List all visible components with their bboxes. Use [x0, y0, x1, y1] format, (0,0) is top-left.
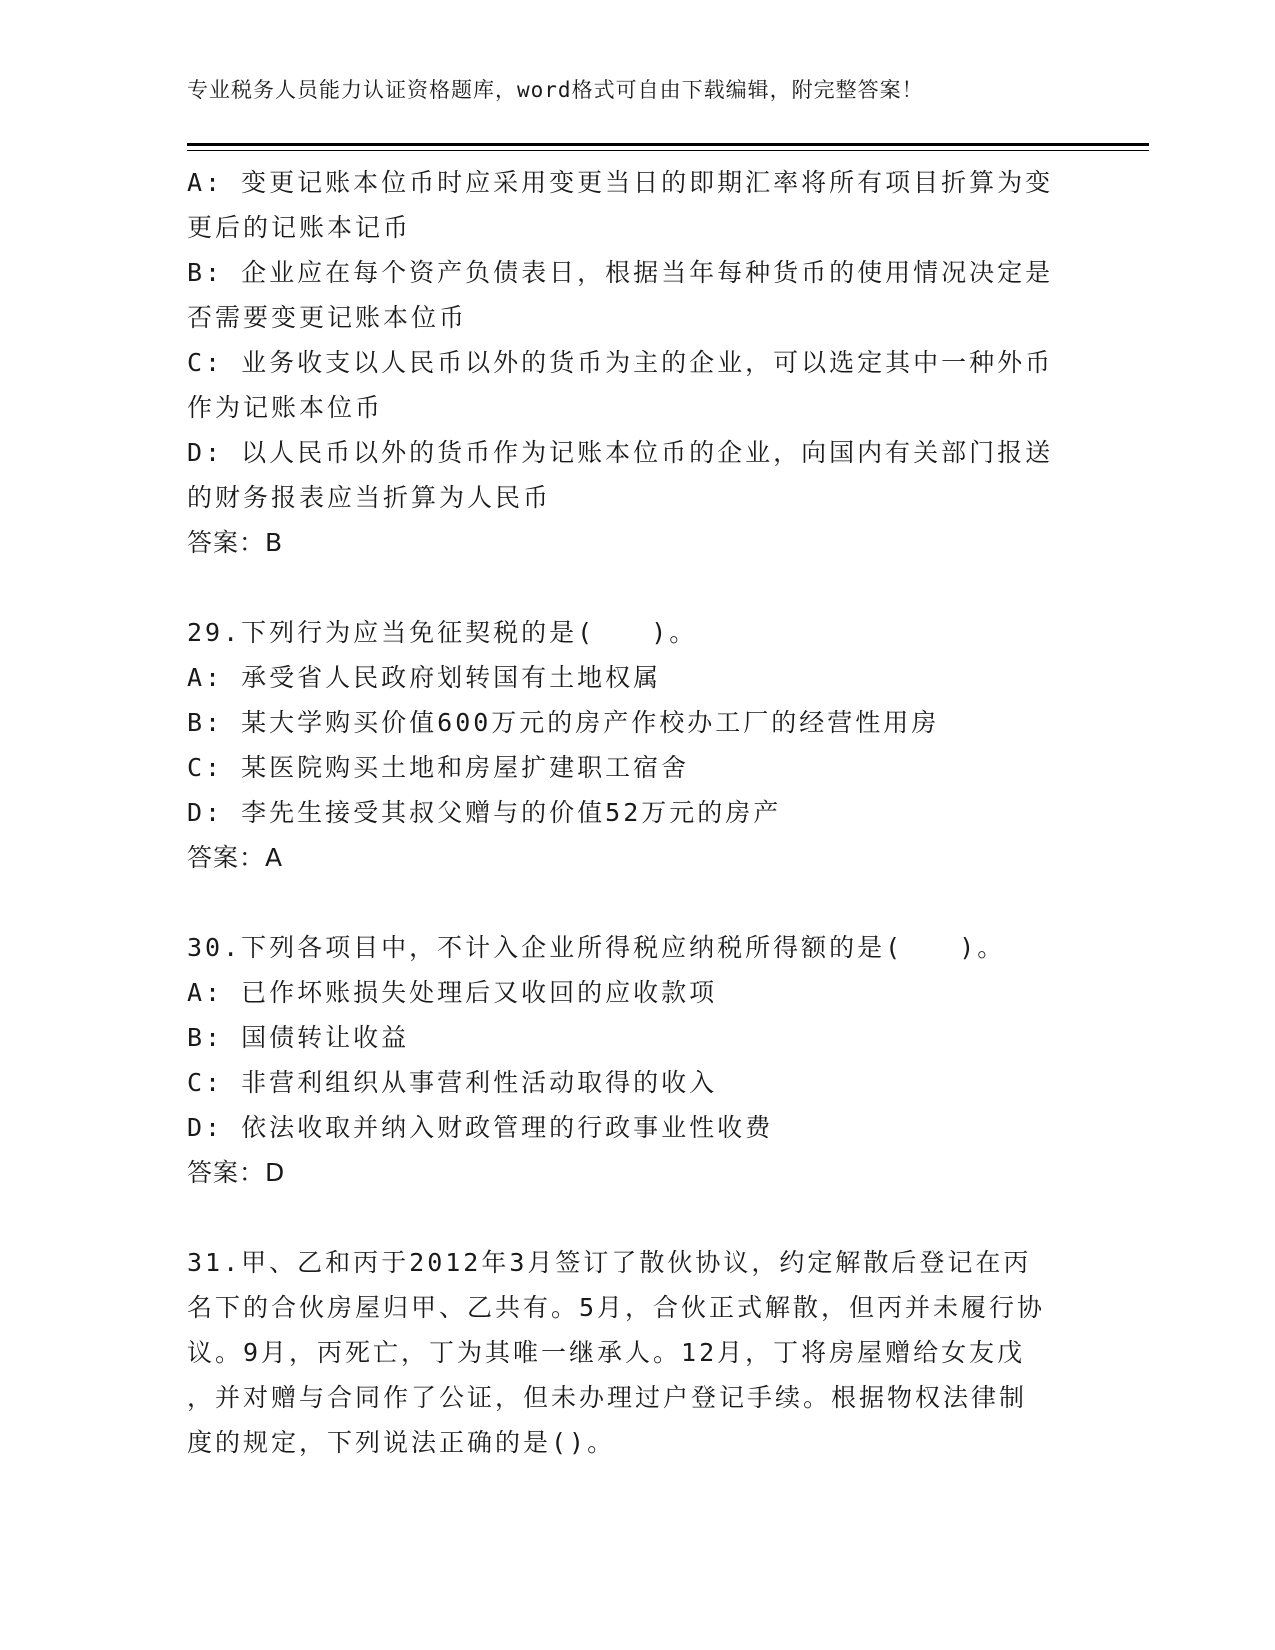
question-31: [187, 1240, 1087, 1465]
question-29: [187, 610, 1087, 880]
answer: 答案：B: [187, 528, 284, 557]
question-stem: 30.下列各项目中，不计入企业所得税应纳税所得额的是( )。: [187, 933, 1006, 962]
option-c-line-1: C: 业务收支以人民币以外的货币为主的企业，可以选定其中一种外币: [187, 348, 1054, 377]
question-30: [187, 925, 1087, 1195]
answer: 答案：A: [187, 843, 284, 872]
option-a: A: 承受省人民政府划转国有土地权属: [187, 663, 662, 692]
spacer: [187, 880, 1087, 925]
question-stem-line-3: 议。9月，丙死亡，丁为其唯一继承人。12月，丁将房屋赠给女友戊: [187, 1338, 1026, 1367]
question-stem-line-5: 度的规定，下列说法正确的是()。: [187, 1428, 616, 1457]
page-header: 专业税务人员能力认证资格题库，word格式可自由下载编辑，附完整答案！: [187, 78, 924, 102]
option-c-line-2: 作为记账本位币: [187, 393, 384, 422]
question-stem-line-4: ，并对赠与合同作了公证，但未办理过户登记手续。根据物权法律制: [187, 1383, 1028, 1412]
option-a-line-2: 更后的记账本记币: [187, 213, 412, 242]
option-c: C: 非营利组织从事营利性活动取得的收入: [187, 1068, 718, 1097]
option-c: C: 某医院购买土地和房屋扩建职工宿舍: [187, 753, 690, 782]
option-b-line-1: B: 企业应在每个资产负债表日，根据当年每种货币的使用情况决定是: [187, 258, 1054, 287]
document-body: [187, 160, 1087, 1465]
option-d: D: 李先生接受其叔父赠与的价值52万元的房产: [187, 798, 782, 827]
option-d: D: 依法收取并纳入财政管理的行政事业性收费: [187, 1113, 774, 1142]
answer: 答案：D: [187, 1158, 286, 1187]
previous-question: [187, 160, 1087, 565]
question-stem-line-2: 名下的合伙房屋归甲、乙共有。5月，合伙正式解散，但丙并未履行协: [187, 1293, 1046, 1322]
option-a: A: 已作坏账损失处理后又收回的应收款项: [187, 978, 718, 1007]
option-d-line-1: D: 以人民币以外的货币作为记账本位币的企业，向国内有关部门报送: [187, 438, 1054, 467]
header-divider-thin: [187, 150, 1149, 151]
question-stem: 29.下列行为应当免征契税的是( )。: [187, 618, 698, 647]
option-b: B: 国债转让收益: [187, 1023, 410, 1052]
question-stem-line-1: 31.甲、乙和丙于2012年3月签订了散伙协议，约定解散后登记在丙: [187, 1248, 1032, 1277]
header-divider: [187, 143, 1149, 146]
spacer: [187, 1195, 1087, 1240]
option-b-line-2: 否需要变更记账本位币: [187, 303, 468, 332]
option-d-line-2: 的财务报表应当折算为人民币: [187, 483, 552, 512]
option-b: B: 某大学购买价值600万元的房产作校办工厂的经营性用房: [187, 708, 940, 737]
spacer: [187, 565, 1087, 610]
option-a-line-1: A: 变更记账本位币时应采用变更当日的即期汇率将所有项目折算为变: [187, 168, 1054, 197]
